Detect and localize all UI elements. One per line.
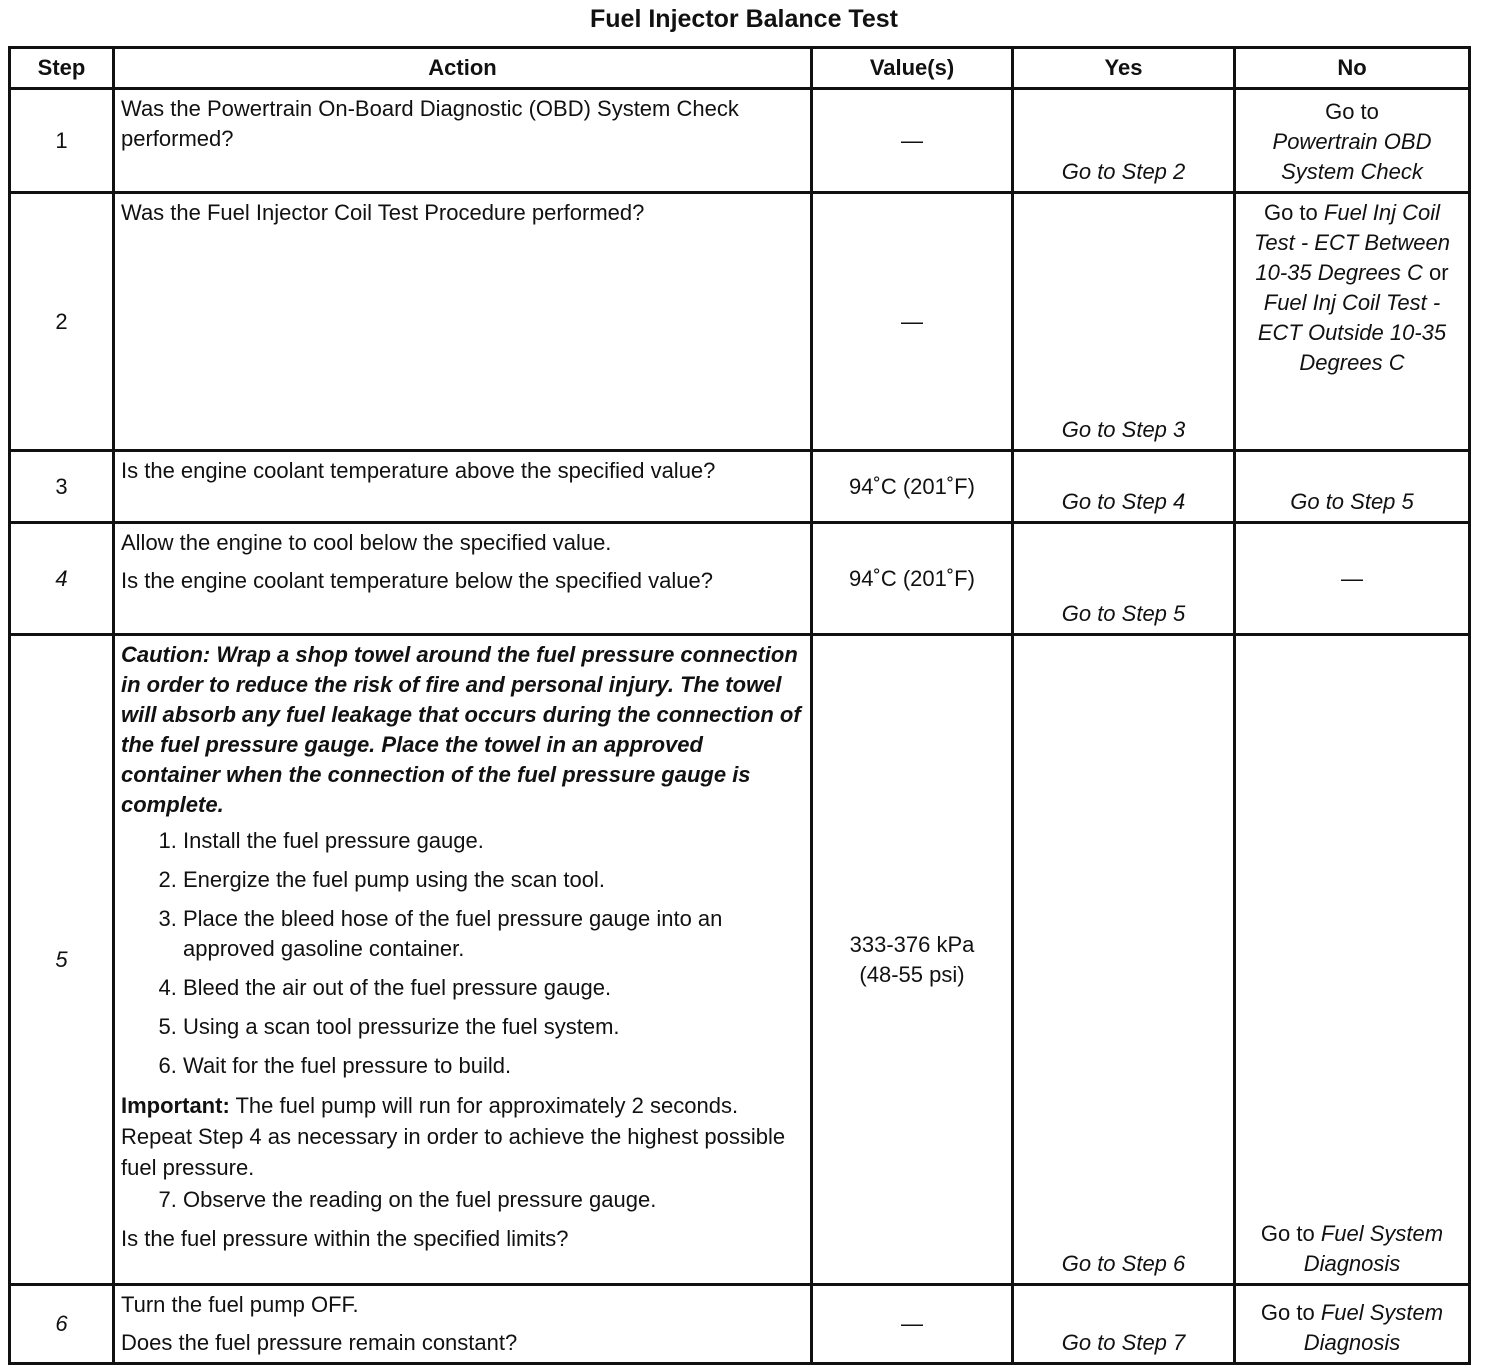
- table-row: [10, 451, 1470, 523]
- action-cell: [114, 89, 812, 193]
- value-text: —: [901, 308, 923, 334]
- no-cell: [1235, 193, 1470, 451]
- no-cell: [1235, 523, 1470, 635]
- header-action: Action: [114, 48, 812, 89]
- header-no: No: [1235, 48, 1470, 89]
- yes-link[interactable]: Go to Step 4: [1061, 489, 1186, 514]
- value-cell: [812, 1285, 1013, 1364]
- page-title: Fuel Injector Balance Test: [590, 5, 898, 33]
- table-row: [10, 89, 1470, 193]
- yes-cell: [1013, 635, 1235, 1285]
- value-cell: [812, 451, 1013, 523]
- action-cell: [114, 1285, 812, 1364]
- no-link[interactable]: Fuel System Diagnosis: [1303, 1300, 1444, 1355]
- table-header-row: [10, 48, 1470, 89]
- yes-cell: [1013, 523, 1235, 635]
- action-cell: [114, 451, 812, 523]
- procedure-list-continued: [121, 1185, 804, 1215]
- table-row: [10, 1285, 1470, 1364]
- list-item: 2. Energize the fuel pump using the scan tool.: [183, 865, 804, 895]
- step-number: 3: [10, 451, 114, 523]
- step-number: 5: [10, 635, 114, 1285]
- action-instruction: Allow the engine to cool below the specified value.: [121, 530, 612, 555]
- no-text: —: [1341, 565, 1363, 591]
- table-row: [10, 523, 1470, 635]
- no-link[interactable]: Powertrain OBD System Check: [1272, 129, 1432, 184]
- table-row: [10, 635, 1470, 1285]
- no-prefix: Go to: [1260, 1221, 1315, 1246]
- action-instruction: Turn the fuel pump OFF.: [121, 1292, 359, 1317]
- value-text: —: [901, 127, 923, 153]
- list-item: 6. Wait for the fuel pressure to build.: [183, 1051, 804, 1081]
- header-step: Step: [10, 48, 114, 89]
- step-number: 6: [10, 1285, 114, 1364]
- value-cell: [812, 193, 1013, 451]
- no-cell: [1235, 635, 1470, 1285]
- value-cell: [812, 89, 1013, 193]
- step-number: 2: [10, 193, 114, 451]
- value-cell: [812, 523, 1013, 635]
- no-or: or: [1429, 260, 1449, 285]
- list-item: 5. Using a scan tool pressurize the fuel system.: [183, 1012, 804, 1042]
- caution-text: Caution: Wrap a shop towel around the fuel pressure connection in order to reduce the risk of fire and personal injury. The towel will absorb any fuel leakage that occurs during the connection of the fuel pressure gauge. Place the towel in an approved container when the connection of the fuel pressure gauge is complete.: [121, 642, 801, 817]
- important-note: [121, 1090, 804, 1183]
- yes-link[interactable]: Go to Step 5: [1061, 601, 1186, 626]
- value-cell: [812, 635, 1013, 1285]
- step-number: 1: [10, 89, 114, 193]
- list-item: 3. Place the bleed hose of the fuel pressure gauge into an approved gasoline container.: [183, 904, 804, 964]
- value-text: —: [901, 1311, 923, 1336]
- yes-link[interactable]: Go to Step 2: [1061, 159, 1186, 184]
- action-question: Does the fuel pressure remain constant?: [121, 1330, 518, 1355]
- no-cell: [1235, 451, 1470, 523]
- yes-cell: [1013, 1285, 1235, 1364]
- value-kpa: 333-376 kPa: [849, 931, 975, 957]
- action-text: Was the Powertrain On-Board Diagnostic (OBD) System Check performed?: [121, 96, 739, 151]
- yes-cell: [1013, 89, 1235, 193]
- no-prefix: Go to: [1263, 200, 1318, 225]
- list-item: 1. Install the fuel pressure gauge.: [183, 826, 804, 856]
- important-text: The fuel pump will run for approximately 2 seconds. Repeat Step 4 as necessary in order to achieve the highest possible fuel pressure.: [121, 1093, 786, 1180]
- procedure-list: [121, 826, 804, 1081]
- value-text: 94˚C (201˚F): [849, 473, 975, 499]
- list-item: 4. Bleed the air out of the fuel pressure gauge.: [183, 973, 804, 1003]
- no-link[interactable]: Fuel System Diagnosis: [1303, 1221, 1444, 1276]
- no-cell: [1235, 89, 1470, 193]
- yes-link[interactable]: Go to Step 6: [1061, 1251, 1186, 1276]
- yes-cell: [1013, 451, 1235, 523]
- no-prefix: Go to: [1325, 99, 1379, 124]
- important-label: Important:: [121, 1093, 230, 1118]
- yes-link[interactable]: Go to Step 3: [1061, 417, 1186, 442]
- value-psi: (48-55 psi): [859, 961, 965, 987]
- action-cell: [114, 193, 812, 451]
- action-question: Is the fuel pressure within the specified limits?: [121, 1226, 569, 1251]
- no-cell: [1235, 1285, 1470, 1364]
- action-text: Was the Fuel Injector Coil Test Procedure performed?: [121, 200, 645, 225]
- step-number: 4: [10, 523, 114, 635]
- action-cell: [114, 523, 812, 635]
- action-text: Is the engine coolant temperature above the specified value?: [121, 458, 716, 483]
- action-question: Is the engine coolant temperature below the specified value?: [121, 568, 713, 593]
- yes-cell: [1013, 193, 1235, 451]
- no-prefix: Go to: [1260, 1300, 1315, 1325]
- no-link-between[interactable]: Fuel Inj Coil Test - ECT Between 10-35 Degrees C: [1253, 200, 1451, 285]
- yes-link[interactable]: Go to Step 7: [1061, 1330, 1186, 1355]
- action-cell: [114, 635, 812, 1285]
- header-values: Value(s): [812, 48, 1013, 89]
- no-link[interactable]: Go to Step 5: [1290, 489, 1414, 514]
- list-item: 7. Observe the reading on the fuel pressure gauge.: [183, 1185, 804, 1215]
- header-yes: Yes: [1013, 48, 1235, 89]
- diagnostic-table: [8, 46, 1471, 1365]
- value-text: 94˚C (201˚F): [849, 565, 975, 591]
- table-row: [10, 193, 1470, 451]
- no-link-outside[interactable]: Fuel Inj Coil Test - ECT Outside 10-35 Degrees C: [1257, 290, 1447, 375]
